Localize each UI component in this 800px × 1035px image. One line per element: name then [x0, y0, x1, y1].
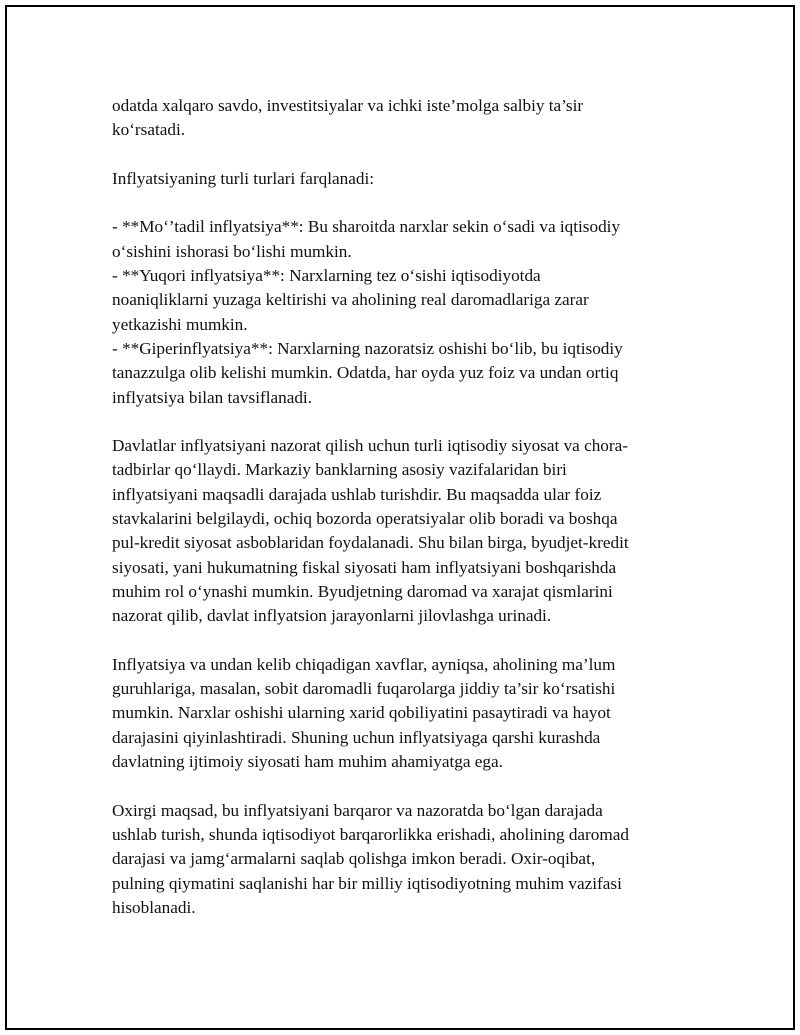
text-line: ko‘rsatadi. — [112, 120, 186, 140]
text-line: mumkin. Narxlar oshishi ularning xarid qobiliyatini pasaytiradi va hayot — [112, 703, 611, 723]
text-line: Inflyatsiyaning turli turlari farqlanadi: — [112, 168, 375, 188]
text-line: tadbirlar qo‘llaydi. Markaziy banklarning asosiy vazifalaridan biri — [112, 460, 567, 480]
paragraph-intro — [112, 94, 687, 143]
text-line: muhim rol o‘ynashi mumkin. Byudjetning daromad va xarajat qismlarini — [112, 581, 613, 601]
text-line: - **Giperinflyatsiya**: Narxlarning nazoratsiz oshishi bo‘lib, bu iqtisodiy — [112, 338, 623, 358]
paragraph-social-impact — [112, 653, 687, 774]
text-line: darajasini qiyinlashtiradi. Shuning uchun inflyatsiyaga qarshi kurashda — [112, 727, 601, 747]
text-line: stavkalarini belgilaydi, ochiq bozorda operatsiyalar olib boradi va boshqa — [112, 509, 618, 529]
text-line: ushlab turish, shunda iqtisodiyot barqarorlikka erishadi, aholining daromad — [112, 824, 629, 844]
text-line: odatda xalqaro savdo, investitsiyalar va ichki iste’molga salbiy ta’sir — [112, 96, 584, 115]
list-item-moderate-inflation — [112, 215, 687, 264]
text-line: darajasi va jamg‘armalarni saqlab qolishga imkon beradi. Oxir-oqibat, — [112, 849, 596, 869]
inflation-types-list — [112, 215, 687, 409]
list-item-hyperinflation — [112, 337, 687, 410]
text-line: Oxirgi maqsad, bu inflyatsiyani barqaror va nazoratda bo‘lgan darajada — [112, 800, 603, 820]
list-item-high-inflation — [112, 264, 687, 337]
text-line: noaniqliklarni yuzaga keltirishi va aholining real daromadlariga zarar — [112, 290, 589, 310]
text-line: nazorat qilib, davlat inflyatsion jarayonlarni jilovlashga urinadi. — [112, 606, 552, 626]
paragraph-conclusion — [112, 799, 687, 920]
text-line: Inflyatsiya va undan kelib chiqadigan xavflar, ayniqsa, aholining ma’lum — [112, 654, 616, 674]
text-line: siyosati, yani hukumatning fiskal siyosati ham inflyatsiyani boshqarishda — [112, 557, 617, 577]
text-line: o‘sishini ishorasi bo‘lishi mumkin. — [112, 241, 352, 261]
text-line: inflyatsiyani maqsadli darajada ushlab turishdir. Bu maqsadda ular foiz — [112, 484, 602, 504]
text-line: - **Yuqori inflyatsiya**: Narxlarning tez o‘sishi iqtisodiyotda — [112, 266, 541, 286]
document-body — [112, 94, 687, 920]
text-line: inflyatsiya bilan tavsiflanadi. — [112, 387, 312, 407]
text-line: - **Mo‘’tadil inflyatsiya**: Bu sharoitda narxlar sekin o‘sadi va iqtisodiy — [112, 217, 621, 237]
paragraph-government-policy — [112, 434, 687, 628]
text-line: pulning qiymatini saqlanishi har bir milliy iqtisodiyotning muhim vazifasi — [112, 873, 622, 893]
text-line: hisoblanadi. — [112, 897, 196, 917]
text-line: Davlatlar inflyatsiyani nazorat qilish uchun turli iqtisodiy siyosat va chora- — [112, 436, 628, 456]
text-line: yetkazishi mumkin. — [112, 314, 248, 334]
text-line: davlatning ijtimoiy siyosati ham muhim ahamiyatga ega. — [112, 752, 503, 772]
text-line: pul-kredit siyosat asboblaridan foydalanadi. Shu bilan birga, byudjet-kredit — [112, 533, 629, 553]
text-line: tanazzulga olib kelishi mumkin. Odatda, har oyda yuz foiz va undan ortiq — [112, 363, 619, 383]
paragraph-types-heading — [112, 167, 687, 191]
text-line: guruhlariga, masalan, sobit daromadli fuqarolarga jiddiy ta’sir ko‘rsatishi — [112, 679, 616, 699]
